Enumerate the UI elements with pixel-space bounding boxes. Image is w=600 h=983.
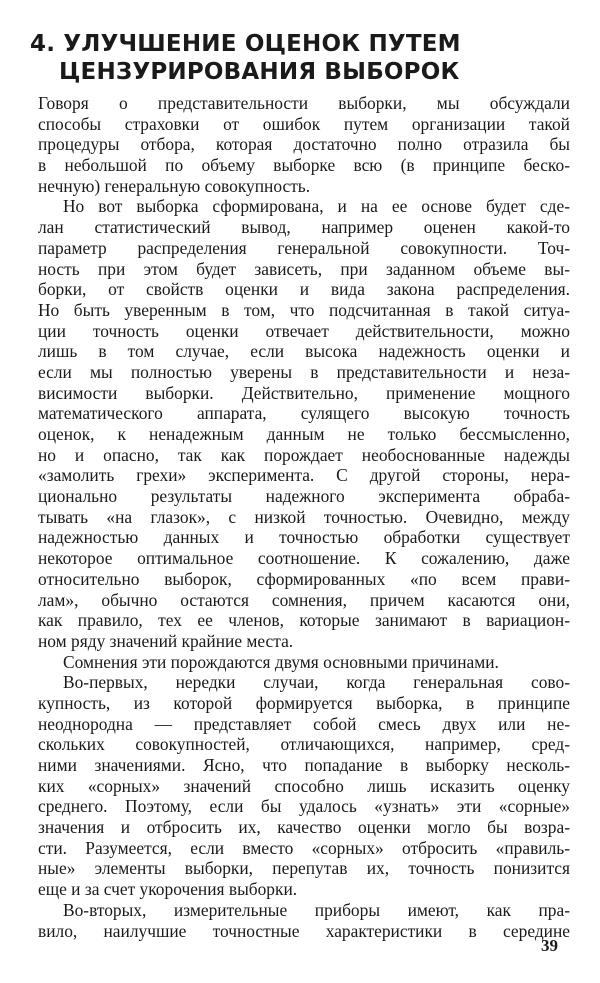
text-line: лан статистический вывод, например оценен какой-то [38,217,570,238]
text-line: ном ряду значений крайние места. [38,630,294,651]
text-line: среднего. Поэтому, если бы удалось «узнать» эти «сорные» [38,796,570,817]
text-line: Во-первых, нередки случаи, когда генеральная сово- [63,672,570,693]
text-line: ные» элементы выборки, перепутав их, точность понизится [38,858,570,879]
text-line: ность при этом будет зависеть, при заданном объеме вы- [38,258,570,279]
text-line: некоторое оптимальное соотношение. К сожалению, даже [38,548,570,569]
text-line: Сомнения эти порождаются двумя основными причинами. [63,651,499,672]
text-line: Но вот выборка сформирована, и на ее основе будет сде- [63,196,570,217]
text-line: висимости выборки. Действительно, применение мощного [38,382,570,403]
text-line: способы страховки от ошибок путем организации такой [38,113,570,134]
text-line: Говоря о представительности выборки, мы обсуждали [38,93,570,113]
body-text [38,93,570,941]
text-line: скольких совокупностей, отличающихся, например, сред- [38,734,570,755]
text-line: вило, наилучшие точностные характеристики в середине [38,920,570,941]
text-line: относительно выборок, сформированных «по всем прави- [38,568,570,589]
section-title-line-2: ЦЕНЗУРИРОВАНИЯ ВЫБОРОК [59,59,460,85]
text-line: ционально результаты надежного эксперимента обраба- [38,486,570,507]
text-line: как правило, тех ее членов, которые занимают в вариацион- [38,610,570,631]
text-line: если мы полностью уверены в представительности и неза- [38,361,570,382]
text-line: ними значениями. Ясно, что попадание в выборку несколь- [38,755,570,775]
text-line: борки, от свойств оценки и вида закона распределения. [38,279,570,300]
text-line: ции точность оценки отвечает действительности, можно [38,320,570,341]
text-line: неоднородна — представляет собой смесь двух или не- [38,713,570,734]
text-line: еще и за счет укорочения выборки. [38,879,298,900]
text-line: параметр распределения генеральной совокупности. Точ- [38,237,570,258]
text-line: ких «сорных» значений способно лишь исказить оценку [38,775,570,796]
section-title [30,30,570,86]
text-line: Но быть уверенным в том, что подсчитанная в такой ситуа- [38,299,570,320]
section-title-line-1: 4. УЛУЧШЕНИЕ ОЦЕНОК ПУТЕМ [30,31,461,57]
text-line: лам», обычно остаются сомнения, причем касаются они, [38,589,570,610]
text-line: математического аппарата, сулящего высокую точность [38,403,570,424]
text-line: в небольшой по объему выборке всю (в принципе беско- [38,155,570,176]
text-line: купность, из которой формируется выборка, в принципе [38,692,570,713]
text-line: лишь в том случае, если высока надежность оценки и [38,341,570,362]
text-line: оценок, к ненадежным данным не только бессмысленно, [38,424,570,444]
text-line: значения и отбросить их, качество оценки могло бы возра- [38,817,570,838]
text-line: нечную) генеральную совокупность. [38,175,311,196]
page-number: 39 [541,936,558,955]
text-line: но и опасно, так как порождает необоснованные надежды [38,444,570,465]
text-line: тывать «на глазок», с низкой точностью. Очевидно, между [38,506,570,527]
text-line: надежностью данных и точностью обработки существует [38,527,570,548]
text-line: сти. Разумеется, если вместо «сорных» отбросить «правиль- [38,837,570,858]
text-line: Во-вторых, измерительные приборы имеют, как пра- [63,899,570,920]
text-line: процедуры отбора, которая достаточно полно отразила бы [38,134,570,155]
text-line: «замолить грехи» эксперимента. С другой стороны, нера- [38,465,570,486]
